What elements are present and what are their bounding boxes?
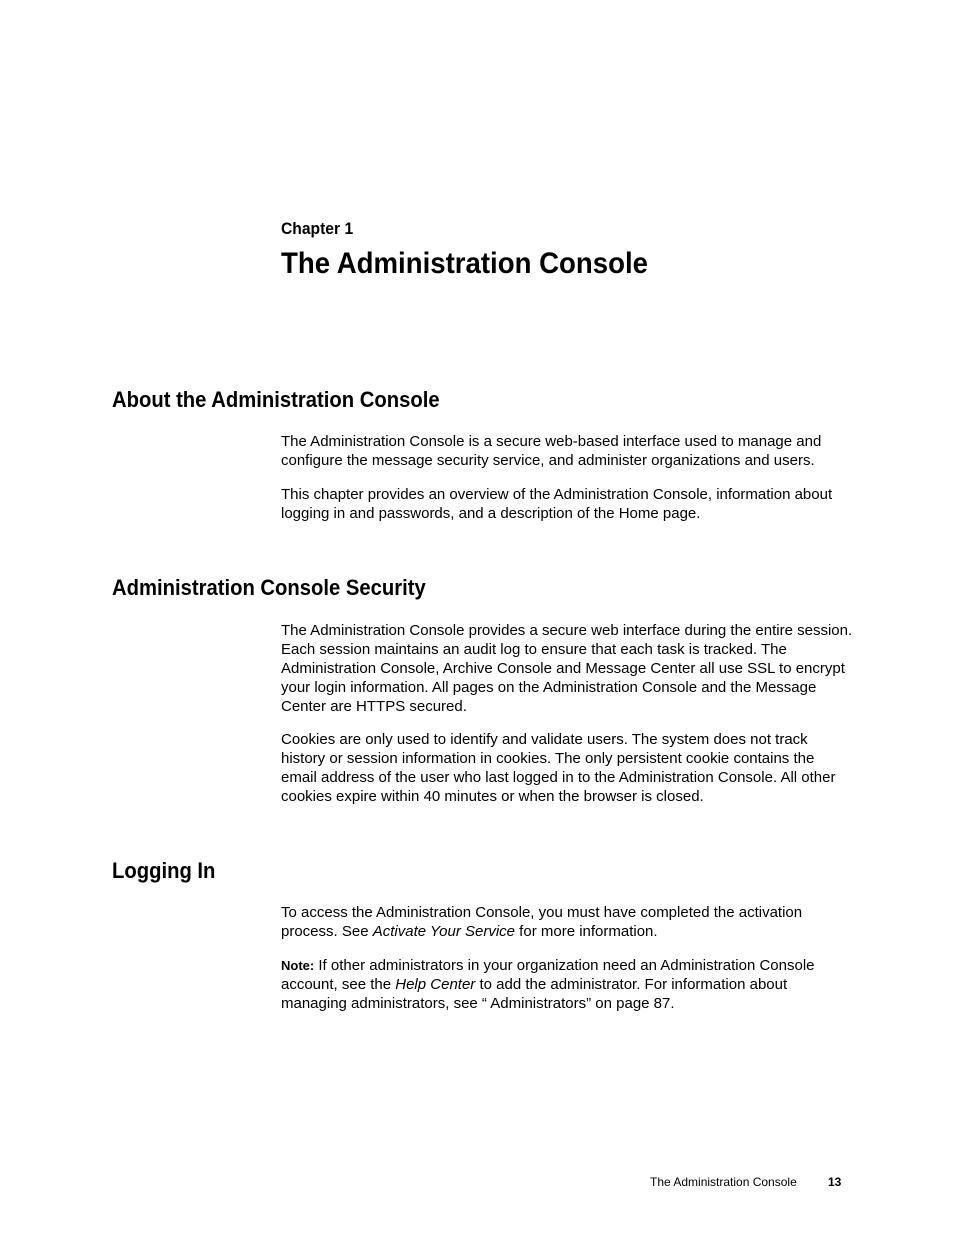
about-paragraph-2: This chapter provides an overview of the Administration Console, information about logging in and passwords, and a description of the Home page. [281, 486, 833, 522]
footer-title: The Administration Console [650, 1175, 797, 1189]
chapter-title: The Administration Console [281, 247, 648, 280]
section-heading-logging-in: Logging In [112, 858, 216, 883]
note-text: If other administrators in your organization need an Administration Console account, see the [281, 957, 815, 993]
chapter-label: Chapter 1 [281, 219, 354, 238]
section-heading-about: About the Administration Console [112, 387, 440, 412]
activate-service-reference: Activate Your Service [372, 923, 516, 940]
note-paragraph [281, 956, 853, 1013]
security-paragraph-1: The Administration Console provides a secure web interface during the entire session. Each session maintains an audit log to ensure that each task is tracked. The Administration Console, Archive Console and Message Center all use SSL to encrypt your login information. All pages on the Administration Console and the Message Center are HTTPS secured. [281, 622, 853, 715]
about-paragraph-1: The Administration Console is a secure web-based interface used to manage and configure the message security service, and administer organizations and users. [281, 433, 822, 469]
page-number: 13 [828, 1175, 842, 1189]
logging-in-paragraph-1 [281, 903, 853, 941]
note-label: Note: [281, 958, 315, 973]
security-paragraph-2: Cookies are only used to identify and validate users. The system does not track history or session information in cookies. The only persistent cookie contains the email address of the user who last logged in to the Administration Console. All other cookies expire within 40 minutes or when the browser is closed. [281, 731, 836, 805]
note-text-end: to add the administrator. For information about managing administrators, see “ Administrators” on page 87. [281, 976, 788, 1012]
logging-in-text: To access the Administration Console, you must have completed the activation process. See [281, 904, 803, 940]
help-center-reference: Help Center [395, 976, 476, 993]
logging-in-text-end: for more information. [515, 923, 658, 940]
section-heading-security: Administration Console Security [112, 575, 426, 600]
